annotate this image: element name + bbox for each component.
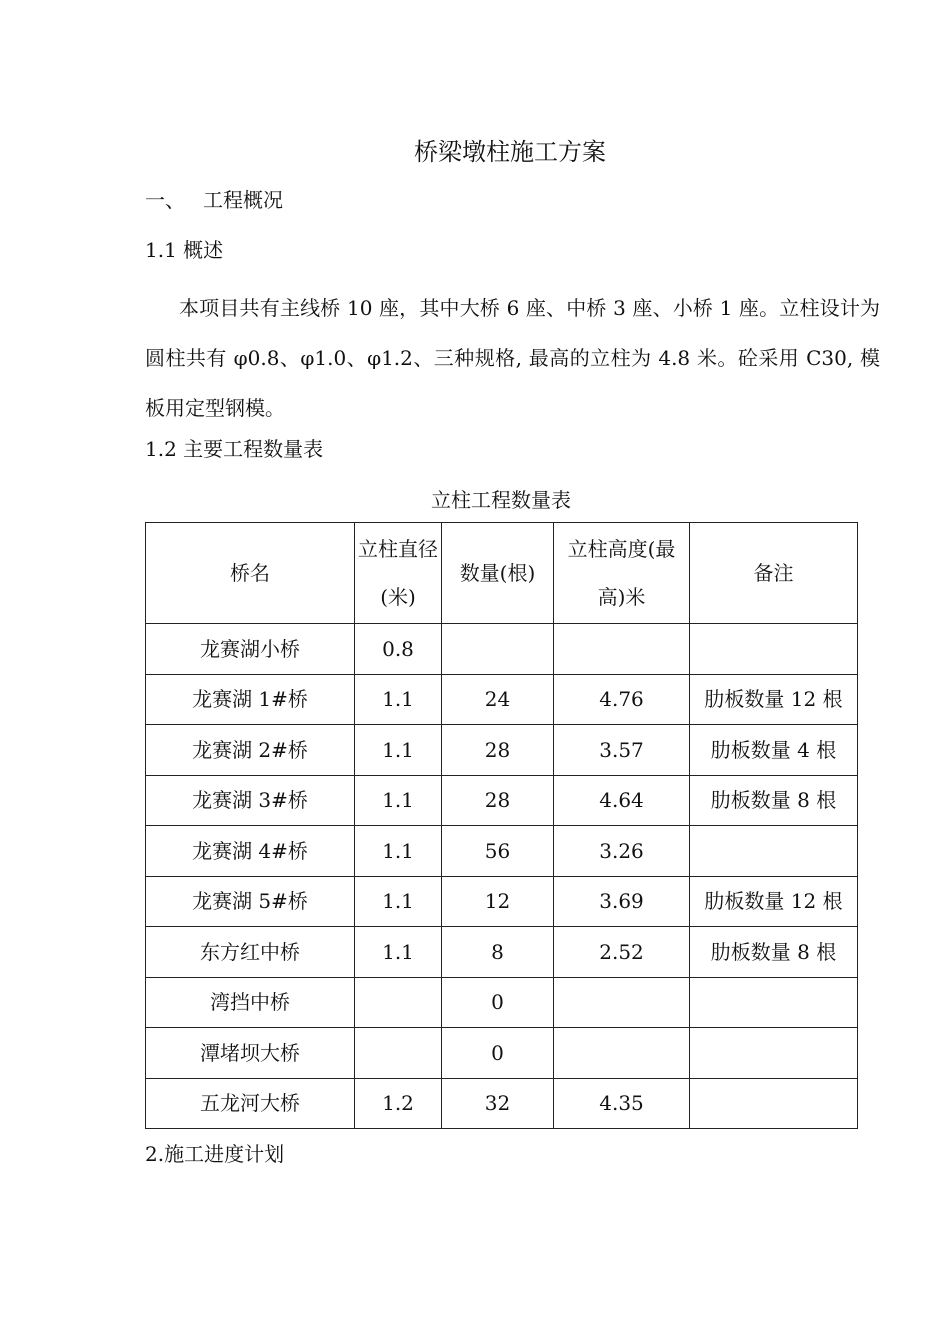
quantity-table [145, 522, 858, 1129]
table-row [146, 876, 858, 927]
cell-diameter [355, 977, 442, 1028]
cell-remarks [690, 826, 858, 877]
subsection-heading-overview: 1.1 概述 [145, 238, 224, 262]
table-row [146, 927, 858, 978]
cell-height: 3.26 [554, 826, 690, 877]
table-row [146, 624, 858, 675]
cell-bridge-name: 东方红中桥 [146, 927, 355, 978]
cell-remarks [690, 1028, 858, 1079]
cell-height [554, 1028, 690, 1079]
cell-bridge-name: 湾挡中桥 [146, 977, 355, 1028]
section-heading-schedule: 2.施工进度计划 [145, 1142, 285, 1166]
header-remarks: 备注 [690, 523, 858, 624]
cell-bridge-name: 龙赛湖 3#桥 [146, 775, 355, 826]
cell-height: 4.64 [554, 775, 690, 826]
section-title: 工程概况 [203, 188, 283, 212]
cell-quantity: 24 [442, 674, 554, 725]
cell-quantity: 0 [442, 1028, 554, 1079]
cell-height: 4.35 [554, 1078, 690, 1129]
cell-quantity: 32 [442, 1078, 554, 1129]
cell-remarks [690, 624, 858, 675]
overview-paragraph: 本项目共有主线桥 10 座，其中大桥 6 座、中桥 3 座、小桥 1 座。立柱设计为圆柱共有 φ0.8、φ1.0、φ1.2、三种规格, 最高的立柱为 4.8 米。砼采用 C30, 模板用定型钢模。 [145, 296, 880, 420]
cell-height: 3.69 [554, 876, 690, 927]
cell-remarks: 肋板数量 12 根 [690, 876, 858, 927]
cell-diameter: 1.1 [355, 674, 442, 725]
table-caption: 立柱工程数量表 [431, 488, 571, 512]
cell-bridge-name: 龙赛湖 4#桥 [146, 826, 355, 877]
section-number: 一、 [145, 188, 185, 212]
cell-diameter: 1.2 [355, 1078, 442, 1129]
cell-diameter: 1.1 [355, 775, 442, 826]
page-title: 桥梁墩柱施工方案 [414, 138, 606, 166]
cell-remarks: 肋板数量 8 根 [690, 927, 858, 978]
cell-bridge-name: 龙赛湖小桥 [146, 624, 355, 675]
table-row [146, 826, 858, 877]
cell-remarks [690, 1078, 858, 1129]
cell-height [554, 977, 690, 1028]
subsection-heading-quantities: 1.2 主要工程数量表 [145, 437, 324, 461]
cell-quantity: 0 [442, 977, 554, 1028]
header-bridge-name: 桥名 [146, 523, 355, 624]
cell-bridge-name: 龙赛湖 1#桥 [146, 674, 355, 725]
cell-height [554, 624, 690, 675]
table-row [146, 1078, 858, 1129]
cell-quantity: 56 [442, 826, 554, 877]
cell-diameter: 1.1 [355, 826, 442, 877]
cell-diameter: 1.1 [355, 927, 442, 978]
cell-remarks [690, 977, 858, 1028]
table-row [146, 775, 858, 826]
cell-remarks: 肋板数量 8 根 [690, 775, 858, 826]
cell-quantity: 28 [442, 725, 554, 776]
cell-quantity: 12 [442, 876, 554, 927]
cell-diameter [355, 1028, 442, 1079]
cell-quantity: 28 [442, 775, 554, 826]
cell-diameter: 1.1 [355, 725, 442, 776]
cell-quantity [442, 624, 554, 675]
header-quantity: 数量(根) [442, 523, 554, 624]
cell-diameter: 1.1 [355, 876, 442, 927]
cell-bridge-name: 龙赛湖 5#桥 [146, 876, 355, 927]
section-heading [145, 184, 283, 216]
table-row [146, 725, 858, 776]
header-column-diameter: 立柱直径(米) [355, 523, 442, 624]
cell-height: 2.52 [554, 927, 690, 978]
table-row [146, 674, 858, 725]
cell-height: 4.76 [554, 674, 690, 725]
cell-height: 3.57 [554, 725, 690, 776]
table-row [146, 977, 858, 1028]
cell-diameter: 0.8 [355, 624, 442, 675]
cell-remarks: 肋板数量 12 根 [690, 674, 858, 725]
cell-bridge-name: 五龙河大桥 [146, 1078, 355, 1129]
table-body [146, 624, 858, 1129]
cell-remarks: 肋板数量 4 根 [690, 725, 858, 776]
header-column-height: 立柱高度(最高)米 [554, 523, 690, 624]
cell-quantity: 8 [442, 927, 554, 978]
table-header-row [146, 523, 858, 624]
cell-bridge-name: 龙赛湖 2#桥 [146, 725, 355, 776]
cell-bridge-name: 潭堵坝大桥 [146, 1028, 355, 1079]
table-row [146, 1028, 858, 1079]
